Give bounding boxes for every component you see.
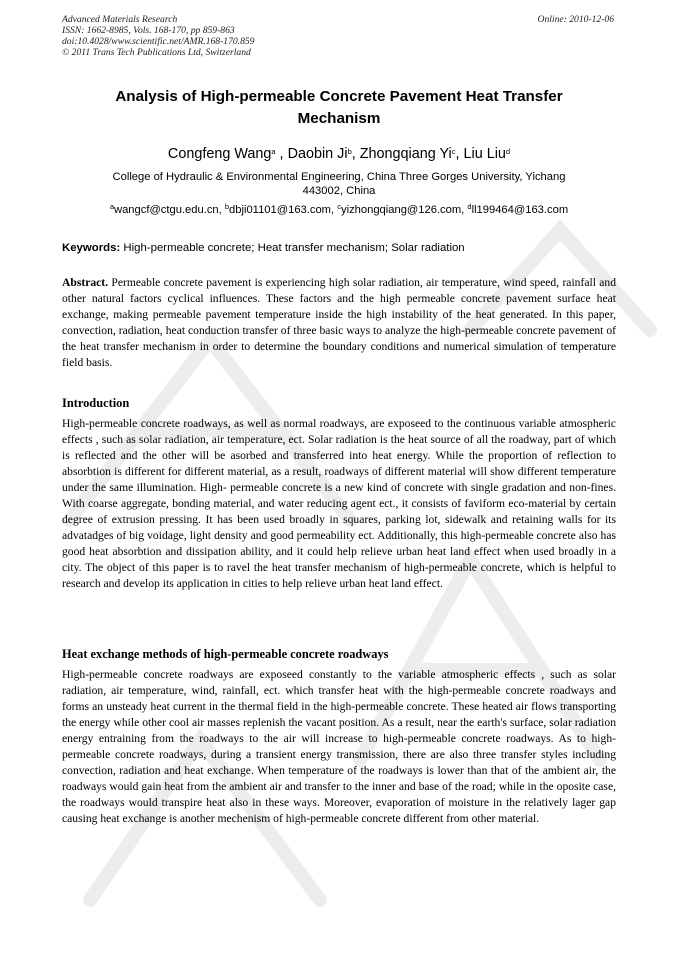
affiliation xyxy=(62,170,616,198)
introduction-paragraph: High-permeable concrete roadways, as well as normal roadways, are exposeed to the continuous variable atmospheric effects , such as solar radiation, air temperature, ect. Solar radiation is the heat source of all the roadway, part of which is reflected and the other will be asorbed and transferred into heat energy. While the proportion of reflection to absorbtion is different for different material, as a result, roadways of different material will show different temperature under the same illumination. High- permeable concrete is a new kind of concrete with single gradation and non-fines. With coarse aggregate, bonding material, and water reducing agent ect., it consists of faviform eco-material by certain degree of extrusion pressing. It has been used broadly in squares, parking lot, sidewalk and retaining walls for its advatadges of big voidage, light density and good permeability ect. Additionally, this high-permeable concrete also has good heat absorbtion and dissipation ability, and it could help relieve urban heat land effect when used broadly in a city. The object of this paper is to ravel the heat transfer mechanism of high-permeable concrete, which is helpful to research and develop its application in cities to help relieve urban heat land effect. xyxy=(62,417,616,590)
author-sup: c xyxy=(451,147,456,156)
copyright-line: © 2011 Trans Tech Publications Ltd, Switzerland xyxy=(62,47,251,58)
abstract-label: Abstract. xyxy=(62,276,109,289)
paper-title xyxy=(62,86,616,130)
email-sup: d xyxy=(467,202,472,211)
author-name: Zhongqiang Yi xyxy=(359,146,452,162)
author-separator: , xyxy=(275,146,288,162)
author-sup: b xyxy=(347,147,352,156)
title-line-1: Analysis of High-permeable Concrete Pavement Heat Transfer xyxy=(115,88,563,105)
author-separator: , xyxy=(351,146,360,162)
email-address: yizhongqiang@126.com, xyxy=(340,204,468,216)
email-address: wangcf@ctgu.edu.cn, xyxy=(114,204,225,216)
keywords xyxy=(62,241,616,255)
online-date: Online: 2010-12-06 xyxy=(537,14,614,25)
journal-header xyxy=(62,14,254,58)
section-heading-introduction: Introduction xyxy=(62,396,130,410)
email-sup: b xyxy=(224,202,230,211)
doi-line: doi:10.4028/www.scientific.net/AMR.168-170.859 xyxy=(62,36,255,47)
keywords-text: High-permeable concrete; Heat transfer mechanism; Solar radiation xyxy=(120,242,465,254)
title-line-2: Mechanism xyxy=(297,110,381,127)
abstract-paragraph xyxy=(62,275,616,371)
section-heading-heat-exchange: Heat exchange methods of high-permeable concrete roadways xyxy=(62,647,389,661)
author-sup: d xyxy=(505,147,511,156)
issn-line: ISSN: 1662-8985, Vols. 168-170, pp 859-863 xyxy=(62,25,235,36)
email-sup: a xyxy=(109,202,114,211)
keywords-label: Keywords: xyxy=(62,242,121,254)
email-sup: c xyxy=(337,202,341,211)
email-address: dbji01101@163.com, xyxy=(229,204,338,216)
author-name: Congfeng Wang xyxy=(167,146,272,162)
author-list xyxy=(62,145,616,163)
email-list xyxy=(62,203,616,217)
email-address: ll199464@163.com xyxy=(471,204,569,216)
affiliation-line-2: 443002, China xyxy=(302,185,376,197)
abstract-text: Permeable concrete pavement is experiencing high solar radiation, air temperature, wind speed, rainfall and other natural factors cyclical influences. These factors and the high permeable concrete pavement surface heat exchange, making permeable pavement temperature inside the high instability of the heat generated. In this paper, convection, radiation, heat conduction transfer of three basic ways to analyze the high-permeable concrete pavement of the heat transfer mechanism in order to determine the boundary conditions and numerical simulation of temperature field basis. xyxy=(62,276,616,369)
journal-name: Advanced Materials Research xyxy=(62,14,178,25)
author-separator: , xyxy=(455,146,464,162)
author-sup: a xyxy=(271,147,276,156)
author-name: Liu Liu xyxy=(463,146,506,162)
affiliation-line-1: College of Hydraulic & Environmental Engineering, China Three Gorges University, Yichang xyxy=(112,171,566,183)
author-name: Daobin Ji xyxy=(287,146,348,162)
heat-exchange-paragraph: High-permeable concrete roadways are exposeed constantly to the variable atmospheric effects , such as solar radiation, air temperature, wind, rainfall, ect. which transfer heat with the high-permeable concrete roadways and forms an unsteady heat current in the thermal field in the high-permeable concrete. These heated air flows transporting the energy while other cool air masses replenish the vacant position. As a result, near the earth's surface, solar radiation energy entraining from the roadways to the air will increase to high-permeable concrete roadways. As to high-permeable concrete roadways, during a transient energy transmission, there are also three transfer styles including convection, radiation and heat exchange. When temperature of the roadways is lower than that of the ambient air, the roadways would gain heat from the ambient air and transfer to the inner and base of the road; while in the oposite case, the roadways would transpire heat also in these ways. Moreover, evaporation of moisture in the relatively lager gap causing heat exchange is another mechenism of high-permeable concrete different from other material. xyxy=(62,668,616,825)
